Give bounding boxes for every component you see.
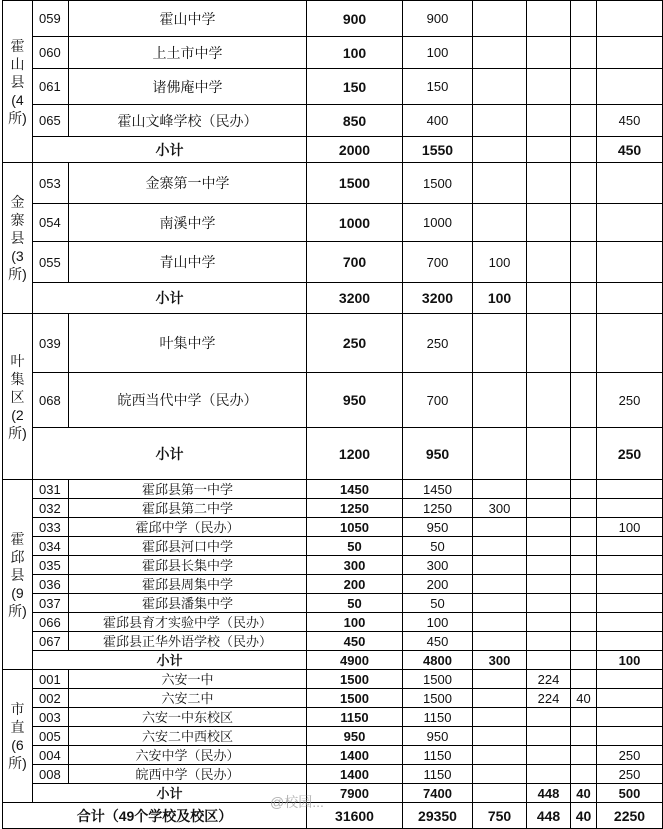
plan-total: 1500 <box>307 670 403 689</box>
value-e <box>597 314 663 373</box>
value-a: 1150 <box>403 708 473 727</box>
subtotal-d <box>571 428 597 480</box>
value-d <box>571 105 597 137</box>
table-row <box>3 765 663 784</box>
value-b <box>473 613 527 632</box>
value-e <box>597 727 663 746</box>
value-d <box>571 373 597 428</box>
plan-total: 850 <box>307 105 403 137</box>
school-name: 霍邱县长集中学 <box>69 556 307 575</box>
school-name: 霍山中学 <box>69 1 307 37</box>
subtotal-e: 250 <box>597 428 663 480</box>
value-d <box>571 480 597 499</box>
table-row <box>3 537 663 556</box>
value-c <box>527 765 571 784</box>
plan-total: 1450 <box>307 480 403 499</box>
table-row <box>3 1 663 37</box>
subtotal-d <box>571 137 597 163</box>
table-row <box>3 518 663 537</box>
subtotal-d <box>571 651 597 670</box>
subtotal-plan: 1200 <box>307 428 403 480</box>
table-row <box>3 105 663 137</box>
plan-total: 1500 <box>307 163 403 204</box>
value-e: 250 <box>597 746 663 765</box>
value-e <box>597 204 663 242</box>
value-c <box>527 746 571 765</box>
value-c <box>527 1 571 37</box>
table-row <box>3 746 663 765</box>
school-code: 037 <box>33 594 69 613</box>
school-code: 008 <box>33 765 69 784</box>
value-d <box>571 37 597 69</box>
table-row <box>3 689 663 708</box>
value-c <box>527 242 571 283</box>
value-d <box>571 594 597 613</box>
school-name: 青山中学 <box>69 242 307 283</box>
subtotal-label: 小计 <box>33 651 307 670</box>
value-c <box>527 480 571 499</box>
plan-total: 950 <box>307 727 403 746</box>
school-name: 霍邱县河口中学 <box>69 537 307 556</box>
table-row <box>3 708 663 727</box>
value-d <box>571 163 597 204</box>
enrollment-table <box>2 0 663 829</box>
value-c <box>527 632 571 651</box>
value-b <box>473 727 527 746</box>
subtotal-b: 100 <box>473 283 527 314</box>
value-a: 700 <box>403 373 473 428</box>
value-c <box>527 537 571 556</box>
table-row <box>3 373 663 428</box>
value-c <box>527 204 571 242</box>
subtotal-a: 7400 <box>403 784 473 803</box>
value-a: 100 <box>403 613 473 632</box>
school-name: 霍邱县周集中学 <box>69 575 307 594</box>
school-code: 036 <box>33 575 69 594</box>
subtotal-b: 300 <box>473 651 527 670</box>
subtotal-label: 小计 <box>33 283 307 314</box>
value-d: 40 <box>571 689 597 708</box>
subtotal-c <box>527 651 571 670</box>
value-a: 300 <box>403 556 473 575</box>
school-code: 061 <box>33 69 69 105</box>
school-name: 南溪中学 <box>69 204 307 242</box>
total-a: 29350 <box>403 803 473 829</box>
value-c: 224 <box>527 689 571 708</box>
subtotal-label: 小计 <box>33 428 307 480</box>
plan-total: 700 <box>307 242 403 283</box>
school-name: 诸佛庵中学 <box>69 69 307 105</box>
subtotal-row <box>3 137 663 163</box>
subtotal-plan: 3200 <box>307 283 403 314</box>
value-d <box>571 632 597 651</box>
subtotal-e <box>597 283 663 314</box>
table-row <box>3 575 663 594</box>
value-b <box>473 670 527 689</box>
school-code: 001 <box>33 670 69 689</box>
plan-total: 1250 <box>307 499 403 518</box>
school-code: 034 <box>33 537 69 556</box>
value-e <box>597 689 663 708</box>
subtotal-c <box>527 137 571 163</box>
subtotal-a: 4800 <box>403 651 473 670</box>
subtotal-plan: 4900 <box>307 651 403 670</box>
value-e <box>597 163 663 204</box>
school-code: 054 <box>33 204 69 242</box>
county-label: 叶集区(2所) <box>3 314 33 480</box>
value-d <box>571 670 597 689</box>
subtotal-c <box>527 428 571 480</box>
plan-total: 100 <box>307 613 403 632</box>
value-a: 400 <box>403 105 473 137</box>
school-code: 003 <box>33 708 69 727</box>
plan-total: 1400 <box>307 765 403 784</box>
school-code: 039 <box>33 314 69 373</box>
table-row <box>3 727 663 746</box>
value-e <box>597 594 663 613</box>
table-row <box>3 314 663 373</box>
school-code: 002 <box>33 689 69 708</box>
table-row <box>3 556 663 575</box>
school-code: 032 <box>33 499 69 518</box>
school-name: 六安中学（民办） <box>69 746 307 765</box>
value-d <box>571 1 597 37</box>
school-name: 霍邱县潘集中学 <box>69 594 307 613</box>
value-a: 700 <box>403 242 473 283</box>
plan-total: 1500 <box>307 689 403 708</box>
value-b <box>473 69 527 105</box>
subtotal-b <box>473 137 527 163</box>
value-a: 950 <box>403 727 473 746</box>
school-name: 霍邱县育才实验中学（民办） <box>69 613 307 632</box>
subtotal-a: 1550 <box>403 137 473 163</box>
total-label: 合计（49个学校及校区） <box>3 803 307 829</box>
value-a: 250 <box>403 314 473 373</box>
plan-total: 50 <box>307 537 403 556</box>
value-a: 150 <box>403 69 473 105</box>
value-d <box>571 314 597 373</box>
table-row <box>3 163 663 204</box>
school-code: 053 <box>33 163 69 204</box>
value-b <box>473 480 527 499</box>
total-e: 2250 <box>597 803 663 829</box>
school-code: 031 <box>33 480 69 499</box>
school-name: 霍山文峰学校（民办） <box>69 105 307 137</box>
value-e: 250 <box>597 765 663 784</box>
value-d <box>571 204 597 242</box>
plan-total: 100 <box>307 37 403 69</box>
value-b <box>473 556 527 575</box>
value-c <box>527 518 571 537</box>
subtotal-label: 小计 <box>33 784 307 803</box>
value-e: 450 <box>597 105 663 137</box>
value-e: 100 <box>597 518 663 537</box>
subtotal-plan: 7900 <box>307 784 403 803</box>
table-row <box>3 37 663 69</box>
plan-total: 900 <box>307 1 403 37</box>
value-a: 450 <box>403 632 473 651</box>
table-row <box>3 242 663 283</box>
school-code: 033 <box>33 518 69 537</box>
table-row <box>3 204 663 242</box>
total-row <box>3 803 663 829</box>
value-a: 1150 <box>403 746 473 765</box>
value-a: 1450 <box>403 480 473 499</box>
value-b <box>473 689 527 708</box>
value-b <box>473 105 527 137</box>
value-a: 900 <box>403 1 473 37</box>
value-c <box>527 613 571 632</box>
value-e <box>597 708 663 727</box>
value-d <box>571 537 597 556</box>
plan-total: 450 <box>307 632 403 651</box>
value-c <box>527 105 571 137</box>
value-c <box>527 37 571 69</box>
value-d <box>571 765 597 784</box>
value-a: 1150 <box>403 765 473 784</box>
value-b <box>473 1 527 37</box>
value-a: 1500 <box>403 689 473 708</box>
value-a: 1000 <box>403 204 473 242</box>
subtotal-row <box>3 651 663 670</box>
value-e <box>597 242 663 283</box>
value-c <box>527 373 571 428</box>
school-code: 059 <box>33 1 69 37</box>
school-code: 066 <box>33 613 69 632</box>
value-a: 50 <box>403 537 473 556</box>
school-name: 霍邱县第二中学 <box>69 499 307 518</box>
value-c <box>527 727 571 746</box>
subtotal-label: 小计 <box>33 137 307 163</box>
subtotal-c <box>527 283 571 314</box>
table-row <box>3 613 663 632</box>
plan-total: 950 <box>307 373 403 428</box>
subtotal-d: 40 <box>571 784 597 803</box>
value-b <box>473 537 527 556</box>
subtotal-a: 3200 <box>403 283 473 314</box>
value-a: 950 <box>403 518 473 537</box>
school-name: 六安一中东校区 <box>69 708 307 727</box>
total-c: 448 <box>527 803 571 829</box>
watermark: @校园... <box>270 794 324 810</box>
school-name: 皖西当代中学（民办） <box>69 373 307 428</box>
school-name: 六安一中 <box>69 670 307 689</box>
value-a: 100 <box>403 37 473 69</box>
value-d <box>571 556 597 575</box>
value-e: 250 <box>597 373 663 428</box>
table-row <box>3 594 663 613</box>
value-a: 50 <box>403 594 473 613</box>
value-e <box>597 499 663 518</box>
school-name: 六安二中西校区 <box>69 727 307 746</box>
value-d <box>571 518 597 537</box>
value-b <box>473 632 527 651</box>
subtotal-d <box>571 283 597 314</box>
value-c: 224 <box>527 670 571 689</box>
school-name: 叶集中学 <box>69 314 307 373</box>
value-e <box>597 575 663 594</box>
value-b <box>473 746 527 765</box>
value-d <box>571 242 597 283</box>
value-d <box>571 708 597 727</box>
total-d: 40 <box>571 803 597 829</box>
school-code: 065 <box>33 105 69 137</box>
value-b <box>473 708 527 727</box>
value-e <box>597 632 663 651</box>
subtotal-row <box>3 428 663 480</box>
value-c <box>527 163 571 204</box>
value-d <box>571 499 597 518</box>
value-a: 1250 <box>403 499 473 518</box>
school-name: 六安二中 <box>69 689 307 708</box>
value-b <box>473 314 527 373</box>
school-code: 067 <box>33 632 69 651</box>
value-d <box>571 746 597 765</box>
value-c <box>527 69 571 105</box>
value-c <box>527 499 571 518</box>
value-a: 1500 <box>403 670 473 689</box>
value-b <box>473 204 527 242</box>
value-e <box>597 670 663 689</box>
school-name: 金寨第一中学 <box>69 163 307 204</box>
plan-total: 200 <box>307 575 403 594</box>
school-code: 055 <box>33 242 69 283</box>
value-e <box>597 556 663 575</box>
subtotal-e: 100 <box>597 651 663 670</box>
value-b <box>473 37 527 69</box>
school-code: 060 <box>33 37 69 69</box>
plan-total: 1150 <box>307 708 403 727</box>
school-code: 004 <box>33 746 69 765</box>
value-b <box>473 163 527 204</box>
value-a: 200 <box>403 575 473 594</box>
value-e <box>597 37 663 69</box>
value-b <box>473 765 527 784</box>
school-name: 上土市中学 <box>69 37 307 69</box>
table-row <box>3 480 663 499</box>
subtotal-b <box>473 784 527 803</box>
value-b <box>473 373 527 428</box>
value-a: 1500 <box>403 163 473 204</box>
subtotal-b <box>473 428 527 480</box>
subtotal-a: 950 <box>403 428 473 480</box>
value-c <box>527 556 571 575</box>
school-name: 霍邱县正华外语学校（民办） <box>69 632 307 651</box>
school-name: 皖西中学（民办） <box>69 765 307 784</box>
county-label: 霍山县(4所) <box>3 1 33 163</box>
plan-total: 50 <box>307 594 403 613</box>
value-e <box>597 613 663 632</box>
value-e <box>597 1 663 37</box>
school-name: 霍邱中学（民办） <box>69 518 307 537</box>
total-b: 750 <box>473 803 527 829</box>
table-row <box>3 670 663 689</box>
plan-total: 1400 <box>307 746 403 765</box>
county-label: 霍邱县(9所) <box>3 480 33 670</box>
plan-total: 1000 <box>307 204 403 242</box>
county-label: 金寨县(3所) <box>3 163 33 314</box>
value-e <box>597 537 663 556</box>
subtotal-plan: 2000 <box>307 137 403 163</box>
plan-total: 150 <box>307 69 403 105</box>
subtotal-e: 500 <box>597 784 663 803</box>
value-c <box>527 708 571 727</box>
value-e <box>597 69 663 105</box>
value-d <box>571 575 597 594</box>
value-d <box>571 613 597 632</box>
subtotal-row <box>3 784 663 803</box>
value-c <box>527 314 571 373</box>
value-e <box>597 480 663 499</box>
value-c <box>527 575 571 594</box>
plan-total: 250 <box>307 314 403 373</box>
value-b: 100 <box>473 242 527 283</box>
school-code: 068 <box>33 373 69 428</box>
school-code: 005 <box>33 727 69 746</box>
plan-total: 300 <box>307 556 403 575</box>
subtotal-e: 450 <box>597 137 663 163</box>
value-b <box>473 575 527 594</box>
total-plan: 31600 <box>307 803 403 829</box>
school-name: 霍邱县第一中学 <box>69 480 307 499</box>
table-row <box>3 69 663 105</box>
school-code: 035 <box>33 556 69 575</box>
plan-total: 1050 <box>307 518 403 537</box>
subtotal-c: 448 <box>527 784 571 803</box>
value-b <box>473 594 527 613</box>
value-d <box>571 727 597 746</box>
table-row <box>3 632 663 651</box>
value-c <box>527 594 571 613</box>
value-b: 300 <box>473 499 527 518</box>
table-row <box>3 499 663 518</box>
value-b <box>473 518 527 537</box>
value-d <box>571 69 597 105</box>
subtotal-row <box>3 283 663 314</box>
county-label: 市直(6所) <box>3 670 33 803</box>
